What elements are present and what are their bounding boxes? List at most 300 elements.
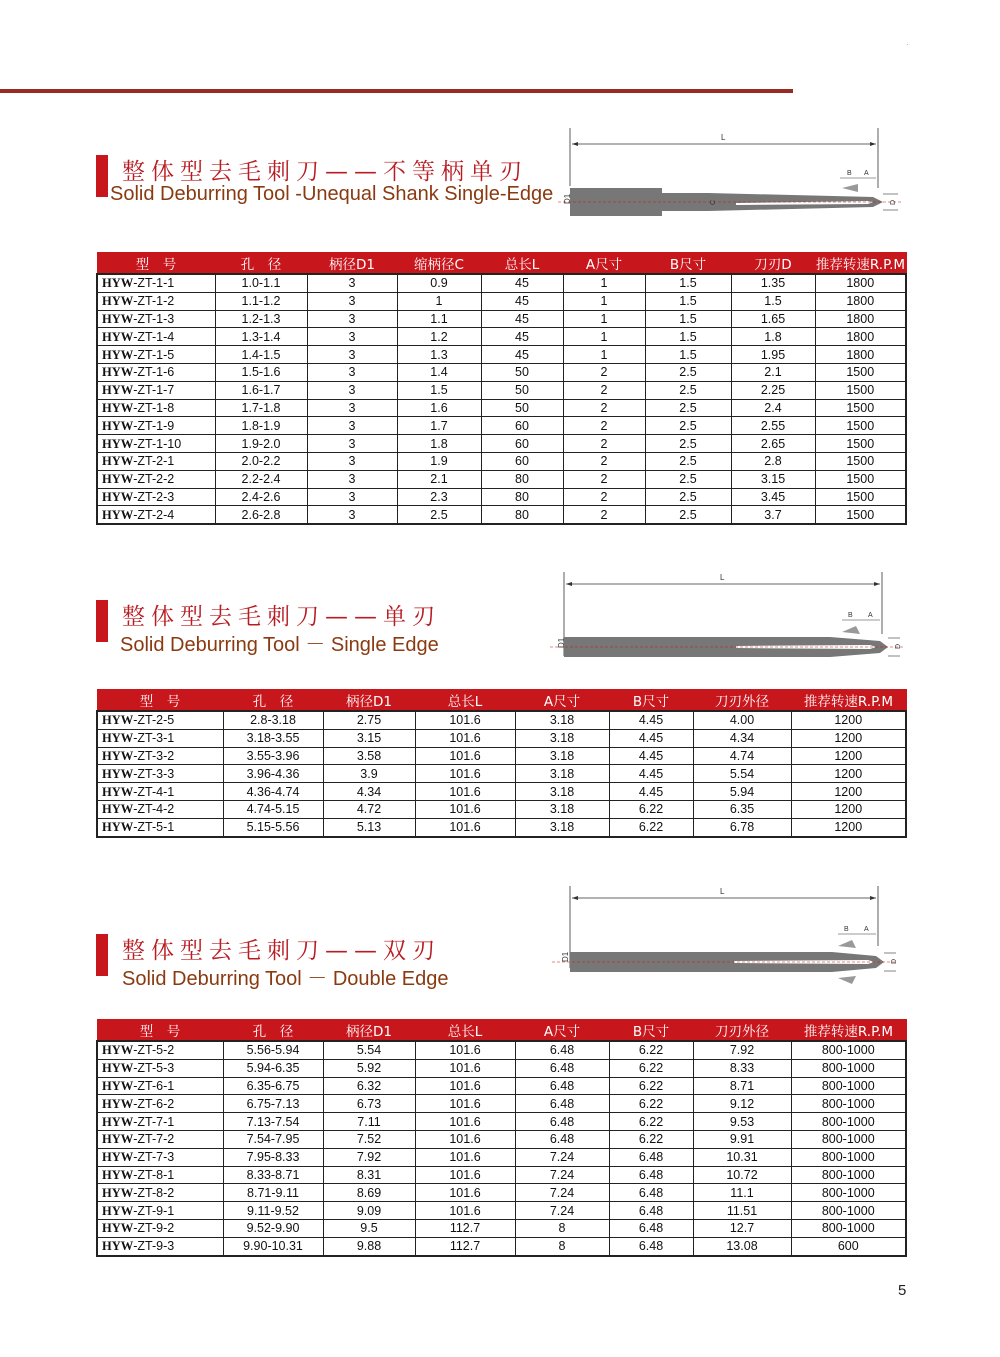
header-hole-diameter: 孔 径 [223, 690, 323, 712]
table-cell: 3.96-4.36 [223, 765, 323, 783]
table-cell: 2.1 [731, 363, 815, 381]
table-cell: 9.91 [693, 1130, 791, 1148]
table-cell: 101.6 [415, 1059, 515, 1077]
table-row [97, 435, 906, 453]
model-cell [97, 470, 215, 488]
table-cell: 1500 [815, 506, 906, 524]
table-cell: 5.92 [323, 1059, 415, 1077]
model-code: -ZT-7-1 [133, 1114, 175, 1129]
table-cell: 9.88 [323, 1237, 415, 1255]
dim-label-b: B [844, 926, 849, 933]
table-cell: 2.4-2.6 [215, 488, 307, 506]
table-cell: 6.48 [515, 1130, 609, 1148]
table-cell: 2 [563, 381, 645, 399]
table-cell: 1 [397, 292, 481, 310]
table-cell: 1.9-2.0 [215, 435, 307, 453]
section-1-tool-diagram [558, 126, 908, 226]
model-code: -ZT-1-4 [133, 329, 175, 344]
table-cell: 800-1000 [791, 1202, 906, 1220]
table-cell: 9.90-10.31 [223, 1237, 323, 1255]
table-cell: 1.1 [397, 310, 481, 328]
model-code: -ZT-1-8 [133, 400, 175, 415]
table-cell: 3.18 [515, 747, 609, 765]
table-header-row [97, 253, 906, 275]
model-cell [97, 729, 223, 747]
table-cell: 800-1000 [791, 1219, 906, 1237]
model-code: -ZT-6-1 [133, 1078, 175, 1093]
dim-label-l: L [720, 573, 725, 582]
table-cell: 101.6 [415, 729, 515, 747]
table-cell: 1200 [791, 747, 906, 765]
model-code: -ZT-2-5 [133, 713, 175, 728]
model-cell [97, 1219, 223, 1237]
table-cell: 4.34 [693, 729, 791, 747]
dim-label-b: B [848, 612, 853, 619]
table-row [97, 783, 906, 801]
table-cell: 3 [307, 488, 397, 506]
model-brand: HYW [102, 436, 134, 451]
table-row [97, 506, 906, 524]
table-cell: 7.13-7.54 [223, 1113, 323, 1131]
header-a-size: A尺寸 [515, 1020, 609, 1042]
table-cell: 800-1000 [791, 1077, 906, 1095]
model-code: -ZT-4-1 [133, 784, 175, 799]
table-row [97, 1219, 906, 1237]
model-brand: HYW [102, 1061, 134, 1076]
table-cell: 2.5 [397, 506, 481, 524]
model-brand: HYW [102, 294, 134, 309]
table-row [97, 747, 906, 765]
model-cell [97, 1166, 223, 1184]
model-code: -ZT-4-2 [133, 802, 175, 817]
table-cell: 1500 [815, 470, 906, 488]
dim-label-a: A [864, 170, 869, 177]
table-cell: 101.6 [415, 1095, 515, 1113]
table-cell: 80 [481, 488, 563, 506]
table-cell: 6.75-7.13 [223, 1095, 323, 1113]
table-cell: 7.54-7.95 [223, 1130, 323, 1148]
table-cell: 3.18 [515, 800, 609, 818]
table-cell: 2.1 [397, 470, 481, 488]
table-cell: 1 [563, 292, 645, 310]
model-cell [97, 417, 215, 435]
table-cell: 1.6 [397, 399, 481, 417]
model-code: -ZT-7-3 [133, 1150, 175, 1165]
table-cell: 45 [481, 328, 563, 346]
table-cell: 3 [307, 470, 397, 488]
table-cell: 8.33 [693, 1059, 791, 1077]
table-cell: 2.6-2.8 [215, 506, 307, 524]
table-cell: 6.22 [609, 1113, 693, 1131]
table-cell: 8.71 [693, 1077, 791, 1095]
table-cell: 1.8 [731, 328, 815, 346]
table-cell: 50 [481, 381, 563, 399]
table-cell: 6.48 [609, 1202, 693, 1220]
table-cell: 8 [515, 1237, 609, 1255]
model-brand: HYW [102, 347, 134, 362]
table-cell: 9.5 [323, 1219, 415, 1237]
table-cell: 1200 [791, 783, 906, 801]
table-cell: 1.5 [397, 381, 481, 399]
table-cell: 3.18 [515, 818, 609, 836]
dim-label-d: D [891, 958, 898, 964]
header-shank-d1: 柄径D1 [307, 253, 397, 275]
table-header-row [97, 690, 906, 712]
table-cell: 13.08 [693, 1237, 791, 1255]
section-title-en: Solid Deburring Tool － Single Edge [120, 634, 439, 656]
table-cell: 2.25 [731, 381, 815, 399]
table-cell: 1.2 [397, 328, 481, 346]
table-cell: 4.45 [609, 765, 693, 783]
table-cell: 12.7 [693, 1219, 791, 1237]
header-model: 型 号 [97, 1020, 223, 1042]
header-rpm: 推荐转速R.P.M [815, 253, 906, 275]
table-cell: 4.45 [609, 783, 693, 801]
table-row [97, 274, 906, 292]
model-code: -ZT-5-1 [133, 820, 175, 835]
table-cell: 3.18 [515, 711, 609, 729]
header-model: 型 号 [97, 690, 223, 712]
table-cell: 3 [307, 381, 397, 399]
table-cell: 1.8-1.9 [215, 417, 307, 435]
table-cell: 2.5 [645, 381, 731, 399]
table-cell: 3 [307, 346, 397, 364]
model-code: -ZT-9-3 [133, 1239, 175, 1254]
model-brand: HYW [102, 1167, 134, 1182]
page-number: 5 [898, 1282, 907, 1299]
table-cell: 9.09 [323, 1202, 415, 1220]
table-cell: 4.00 [693, 711, 791, 729]
table-cell: 6.48 [515, 1059, 609, 1077]
table-cell: 2 [563, 452, 645, 470]
table-cell: 2 [563, 363, 645, 381]
table-header-row [97, 1020, 906, 1042]
dim-label-l: L [720, 887, 725, 896]
table-cell: 4.74-5.15 [223, 800, 323, 818]
table-cell: 3 [307, 452, 397, 470]
table-cell: 3 [307, 399, 397, 417]
model-cell [97, 1041, 223, 1059]
table-cell: 101.6 [415, 1166, 515, 1184]
table-cell: 2.5 [645, 417, 731, 435]
title-accent-bar [96, 934, 108, 976]
table-cell: 2.5 [645, 488, 731, 506]
table-cell: 5.94-6.35 [223, 1059, 323, 1077]
model-cell [97, 711, 223, 729]
header-hole-diameter: 孔 径 [215, 253, 307, 275]
table-cell: 9.12 [693, 1095, 791, 1113]
title-accent-bar [96, 600, 108, 642]
model-brand: HYW [102, 1185, 134, 1200]
table-cell: 3 [307, 328, 397, 346]
table-cell: 6.73 [323, 1095, 415, 1113]
table-cell: 101.6 [415, 1202, 515, 1220]
table-cell: 800-1000 [791, 1041, 906, 1059]
table-row [97, 452, 906, 470]
table-cell: 5.54 [323, 1041, 415, 1059]
table-cell: 101.6 [415, 1041, 515, 1059]
table-cell: 2.55 [731, 417, 815, 435]
model-cell [97, 1095, 223, 1113]
model-cell [97, 381, 215, 399]
table-cell: 1.4 [397, 363, 481, 381]
table-cell: 3 [307, 435, 397, 453]
table-cell: 1.65 [731, 310, 815, 328]
table-cell: 5.15-5.56 [223, 818, 323, 836]
table-cell: 5.94 [693, 783, 791, 801]
model-cell [97, 1130, 223, 1148]
table-cell: 1 [563, 274, 645, 292]
table-cell: 4.74 [693, 747, 791, 765]
table-cell: 4.36-4.74 [223, 783, 323, 801]
table-cell: 2.65 [731, 435, 815, 453]
dim-label-d: D [895, 643, 902, 649]
table-cell: 60 [481, 435, 563, 453]
table-cell: 1 [563, 328, 645, 346]
table-cell: 1.1-1.2 [215, 292, 307, 310]
section-title-en: Solid Deburring Tool -Unequal Shank Single-Edge [110, 183, 554, 205]
header-blade-outer-diameter: 刀刃外径 [693, 690, 791, 712]
table-cell: 1.5 [645, 274, 731, 292]
dim-label-d1: D1 [563, 193, 572, 204]
section-2-tool-diagram [550, 568, 910, 668]
table-cell: 1200 [791, 765, 906, 783]
table-cell: 50 [481, 399, 563, 417]
model-brand: HYW [102, 766, 134, 781]
header-shank-d1: 柄径D1 [323, 1020, 415, 1042]
header-model: 型 号 [97, 253, 215, 275]
model-code: -ZT-9-1 [133, 1203, 175, 1218]
dim-label-a: A [868, 612, 873, 619]
model-brand: HYW [102, 1078, 134, 1093]
table-cell: 2 [563, 435, 645, 453]
table-cell: 3.45 [731, 488, 815, 506]
table-cell: 8 [515, 1219, 609, 1237]
table-cell: 8.71-9.11 [223, 1184, 323, 1202]
table-cell: 1500 [815, 452, 906, 470]
table-cell: 6.22 [609, 1077, 693, 1095]
table-cell: 6.22 [609, 1059, 693, 1077]
table-cell: 2.2-2.4 [215, 470, 307, 488]
table-cell: 1500 [815, 488, 906, 506]
table-cell: 3.18 [515, 765, 609, 783]
table-cell: 2.3 [397, 488, 481, 506]
model-cell [97, 1202, 223, 1220]
header-hole-diameter: 孔 径 [223, 1020, 323, 1042]
table-row [97, 800, 906, 818]
table-row [97, 381, 906, 399]
model-cell [97, 1184, 223, 1202]
table-row [97, 310, 906, 328]
table-cell: 2 [563, 399, 645, 417]
table-cell: 1800 [815, 292, 906, 310]
table-cell: 0.9 [397, 274, 481, 292]
table-cell: 6.48 [609, 1148, 693, 1166]
header-blade-outer-diameter: 刀刃外径 [693, 1020, 791, 1042]
model-code: -ZT-2-2 [133, 472, 175, 487]
table-cell: 6.48 [515, 1077, 609, 1095]
table-cell: 1800 [815, 274, 906, 292]
model-code: -ZT-2-1 [133, 454, 175, 469]
table-cell: 6.48 [515, 1095, 609, 1113]
model-cell [97, 274, 215, 292]
table-cell: 2.5 [645, 470, 731, 488]
section-title-cn: 整体型去毛刺刀——不等柄单刃 [122, 159, 528, 185]
model-brand: HYW [102, 329, 134, 344]
table-cell: 1800 [815, 310, 906, 328]
model-cell [97, 435, 215, 453]
unequal-shank-tool-drawing [558, 126, 908, 226]
table-cell: 101.6 [415, 711, 515, 729]
table-cell: 1 [563, 346, 645, 364]
model-brand: HYW [102, 1150, 134, 1165]
table-cell: 6.48 [609, 1166, 693, 1184]
table-cell: 4.45 [609, 747, 693, 765]
table-cell: 8.33-8.71 [223, 1166, 323, 1184]
table-cell: 4.72 [323, 800, 415, 818]
table-cell: 3.9 [323, 765, 415, 783]
table-cell: 7.52 [323, 1130, 415, 1148]
table-cell: 2.5 [645, 452, 731, 470]
model-code: -ZT-1-9 [133, 418, 175, 433]
table-cell: 1.5 [645, 292, 731, 310]
table-cell: 2.75 [323, 711, 415, 729]
header-blade-d: 刀刃D [731, 253, 815, 275]
table-cell: 101.6 [415, 783, 515, 801]
table-body [97, 711, 906, 837]
model-cell [97, 1059, 223, 1077]
spec-table-unequal-shank [96, 252, 907, 525]
model-code: -ZT-3-3 [133, 766, 175, 781]
table-cell: 1.5 [645, 328, 731, 346]
model-cell [97, 783, 223, 801]
table-cell: 7.92 [693, 1041, 791, 1059]
header-b-size: B尺寸 [609, 690, 693, 712]
header-b-size: B尺寸 [609, 1020, 693, 1042]
section-title-cn: 整体型去毛刺刀——单刃 [122, 604, 441, 630]
corner-mark: · [906, 40, 909, 49]
table-cell: 7.24 [515, 1148, 609, 1166]
model-brand: HYW [102, 311, 134, 326]
table-cell: 800-1000 [791, 1184, 906, 1202]
table-row [97, 711, 906, 729]
table-row [97, 1184, 906, 1202]
table-cell: 101.6 [415, 818, 515, 836]
model-brand: HYW [102, 400, 134, 415]
table-cell: 5.13 [323, 818, 415, 836]
table-row [97, 1130, 906, 1148]
header-a-size: A尺寸 [515, 690, 609, 712]
dim-label-c: C [710, 199, 717, 205]
table-cell: 3.18-3.55 [223, 729, 323, 747]
table-row [97, 1113, 906, 1131]
model-brand: HYW [102, 1132, 134, 1147]
model-brand: HYW [102, 784, 134, 799]
table-cell: 50 [481, 363, 563, 381]
double-edge-tool-drawing [552, 884, 902, 994]
table-cell: 1200 [791, 729, 906, 747]
table-cell: 80 [481, 506, 563, 524]
table-cell: 5.54 [693, 765, 791, 783]
model-code: -ZT-2-3 [133, 489, 175, 504]
table-cell: 1500 [815, 417, 906, 435]
table-row [97, 346, 906, 364]
model-cell [97, 800, 223, 818]
table-cell: 101.6 [415, 800, 515, 818]
table-cell: 1.8 [397, 435, 481, 453]
dim-label-l: L [721, 133, 726, 142]
model-cell [97, 452, 215, 470]
table-cell: 6.22 [609, 818, 693, 836]
model-cell [97, 292, 215, 310]
table-cell: 800-1000 [791, 1095, 906, 1113]
table-cell: 3 [307, 506, 397, 524]
table-cell: 600 [791, 1237, 906, 1255]
single-edge-tool-drawing [550, 568, 910, 668]
table-cell: 1.3 [397, 346, 481, 364]
header-rpm: 推荐转速R.P.M [791, 1020, 906, 1042]
table-cell: 1800 [815, 328, 906, 346]
model-code: -ZT-8-2 [133, 1185, 175, 1200]
table-row [97, 1077, 906, 1095]
table-cell: 6.48 [609, 1219, 693, 1237]
table-cell: 2 [563, 488, 645, 506]
table-cell: 1.95 [731, 346, 815, 364]
table-cell: 800-1000 [791, 1148, 906, 1166]
table-cell: 800-1000 [791, 1059, 906, 1077]
title-accent-bar [96, 155, 108, 197]
table-cell: 6.48 [515, 1041, 609, 1059]
table-cell: 1.5 [731, 292, 815, 310]
dim-label-d1: D1 [561, 951, 570, 962]
table-cell: 1.2-1.3 [215, 310, 307, 328]
model-brand: HYW [102, 1203, 134, 1218]
dim-label-b: B [847, 170, 852, 177]
table-cell: 2.5 [645, 363, 731, 381]
model-brand: HYW [102, 365, 134, 380]
model-cell [97, 747, 223, 765]
table-cell: 3.15 [731, 470, 815, 488]
header-length-l: 总长L [481, 253, 563, 275]
header-a-size: A尺寸 [563, 253, 645, 275]
table-cell: 45 [481, 310, 563, 328]
model-code: -ZT-1-10 [133, 436, 182, 451]
table-cell: 1 [563, 310, 645, 328]
model-brand: HYW [102, 489, 134, 504]
header-length-l: 总长L [415, 690, 515, 712]
table-cell: 6.22 [609, 1095, 693, 1113]
model-cell [97, 488, 215, 506]
table-cell: 3.18 [515, 729, 609, 747]
table-cell: 800-1000 [791, 1166, 906, 1184]
table-cell: 6.48 [515, 1113, 609, 1131]
model-cell [97, 399, 215, 417]
table-cell: 101.6 [415, 747, 515, 765]
model-code: -ZT-7-2 [133, 1132, 175, 1147]
table-cell: 2 [563, 506, 645, 524]
table-cell: 800-1000 [791, 1113, 906, 1131]
table-cell: 101.6 [415, 1148, 515, 1166]
table-cell: 1.35 [731, 274, 815, 292]
table-cell: 3 [307, 363, 397, 381]
table-cell: 4.45 [609, 729, 693, 747]
table-cell: 6.22 [609, 1130, 693, 1148]
table-cell: 2 [563, 470, 645, 488]
table-cell: 2.8-3.18 [223, 711, 323, 729]
model-brand: HYW [102, 454, 134, 469]
table-cell: 3 [307, 292, 397, 310]
table-row [97, 470, 906, 488]
